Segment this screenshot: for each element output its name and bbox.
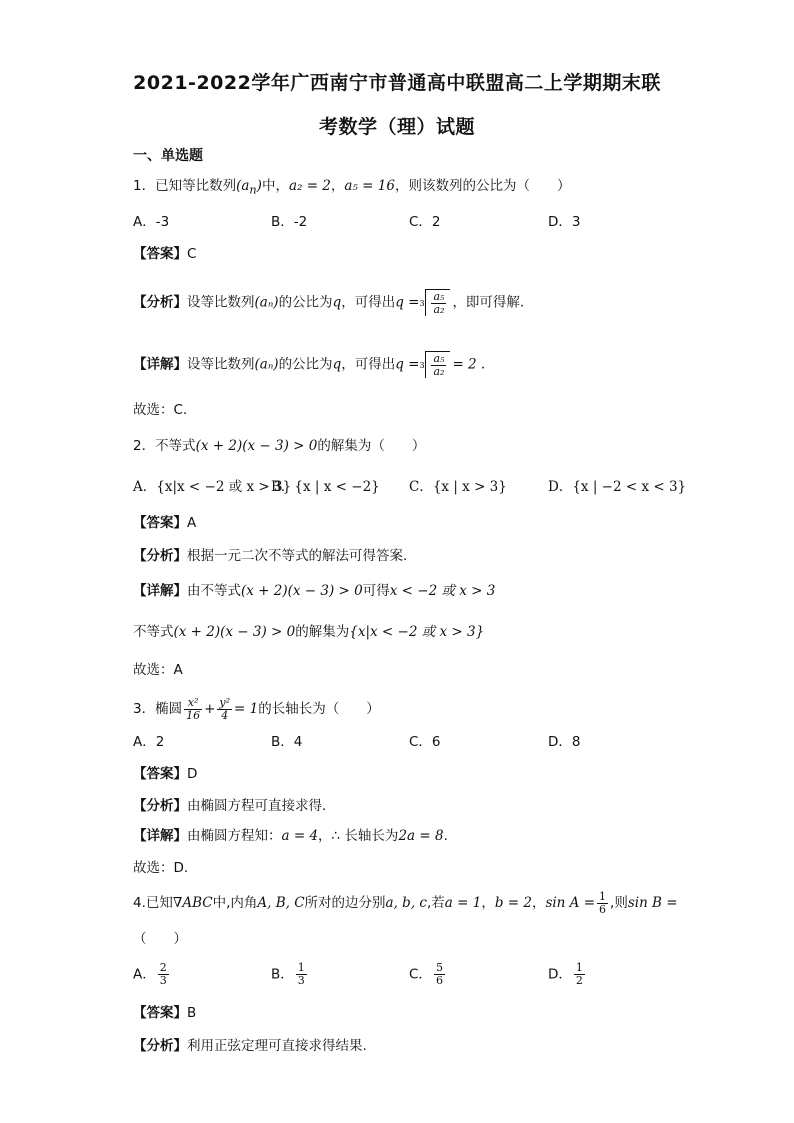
q2-answer: 【答案】A xyxy=(133,515,197,531)
question-1-stem: 1．已知等比数列$(a_n)$中，a₂ = 2，a₅ = 16，则该数列的公比为（ ） xyxy=(133,178,571,197)
q3-analysis: 【分析】由椭圆方程可直接求得. xyxy=(133,798,327,814)
q1-detail: 【详解】设等比数列(aₙ)的公比为q，可得出q = 3 $\frac{\text{a₅}}{\text{a₂}}$ = 2 . xyxy=(133,352,486,378)
q1-choose: 故选：C. xyxy=(133,402,188,418)
q3-option-c: C．6 xyxy=(409,734,441,750)
q4-option-b: B． $\frac{1}{3}$ xyxy=(271,961,305,987)
q1-condition-1: a₂ = 2 xyxy=(288,178,331,194)
q3-fraction-y: $\frac{\text{y²}}{4}$ xyxy=(219,695,231,722)
q1-option-a: A．-3 xyxy=(133,214,170,230)
q3-detail: 【详解】由椭圆方程知：a = 4，∴ 长轴长为2a = 8. xyxy=(133,828,448,844)
q1-answer: 【答案】C xyxy=(133,246,197,262)
page-title-line-2: 考数学（理）试题 xyxy=(318,116,475,138)
q3-option-b: B．4 xyxy=(271,734,303,750)
q3-fraction-x: $\frac{\text{x²}}{16}$ xyxy=(186,695,201,722)
q4-analysis: 【分析】利用正弦定理可直接求得结果. xyxy=(133,1038,367,1054)
q3-option-a: A．2 xyxy=(133,734,165,750)
q1-condition-2: a₅ = 16 xyxy=(344,178,395,194)
q2-option-a: A．{x|x < −2 或 x > 3} xyxy=(133,479,292,495)
q1-analysis-cube-root: 3 $\frac{\text{a₅}}{\text{a₂}}$ xyxy=(425,289,450,316)
q2-option-d: D．{x | −2 < x < 3} xyxy=(548,479,687,495)
question-2-stem: 2．不等式(x + 2)(x − 3) > 0的解集为（ ） xyxy=(133,438,426,454)
q1-option-c: C．2 xyxy=(409,214,441,230)
question-3-stem: 3．椭圆 $\frac{\text{x²}}{16}$ + $\frac{\text{y²}}{4}$ = 1的长轴长为（ ） xyxy=(133,695,380,722)
q4-answer: 【答案】B xyxy=(133,1005,197,1021)
q1-option-d: D．3 xyxy=(548,214,581,230)
q3-answer: 【答案】D xyxy=(133,766,198,782)
q2-choose: 故选：A xyxy=(133,662,183,678)
page-title-line-1: 2021-2022学年广西南宁市普通高中联盟高二上学期期末联 xyxy=(133,72,661,94)
q1-stem-text: 1．已知等比数列 xyxy=(133,178,237,194)
q4-option-a: A． $\frac{2}{3}$ xyxy=(133,961,167,987)
question-4-stem: 4.已知∇ABC中,内角A, B, C所对的边分别a, b, c,若a = 1，b = 2，sin A = $\frac{1}{6}$ ,则sin B = xyxy=(133,889,678,916)
q2-detail: 【详解】由不等式(x + 2)(x − 3) > 0可得x < −2 或 x > 3 xyxy=(133,583,496,599)
q1-detail-cube-root: 3 $\frac{\text{a₅}}{\text{a₂}}$ xyxy=(425,351,450,378)
q1-option-b: B．-2 xyxy=(271,214,308,230)
q2-option-c: C．{x | x > 3} xyxy=(409,479,507,495)
q2-option-b: B．{x | x < −2} xyxy=(271,479,380,495)
q1-sequence: $(a_n)$ xyxy=(236,178,262,197)
q2-analysis: 【分析】根据一元二次不等式的解法可得答案. xyxy=(133,548,408,564)
section-heading: 一、单选题 xyxy=(133,148,203,164)
q4-option-d: D． $\frac{1}{2}$ xyxy=(548,961,583,987)
q2-detail-line-2: 不等式(x + 2)(x − 3) > 0的解集为{x|x < −2 或 x > 3} xyxy=(133,624,485,640)
q3-choose: 故选：D. xyxy=(133,860,189,876)
q4-sin-a-fraction: $\frac{1}{6}$ xyxy=(599,889,607,916)
q4-option-c: C． $\frac{5}{6}$ xyxy=(409,961,443,987)
q3-option-d: D．8 xyxy=(548,734,581,750)
q4-paren: （ ） xyxy=(133,931,187,947)
q1-analysis: 【分析】设等比数列(aₙ)的公比为q，可得出q = 3 $\frac{\text{a₅}}{\text{a₂}}$ ，即可得解. xyxy=(133,290,525,316)
